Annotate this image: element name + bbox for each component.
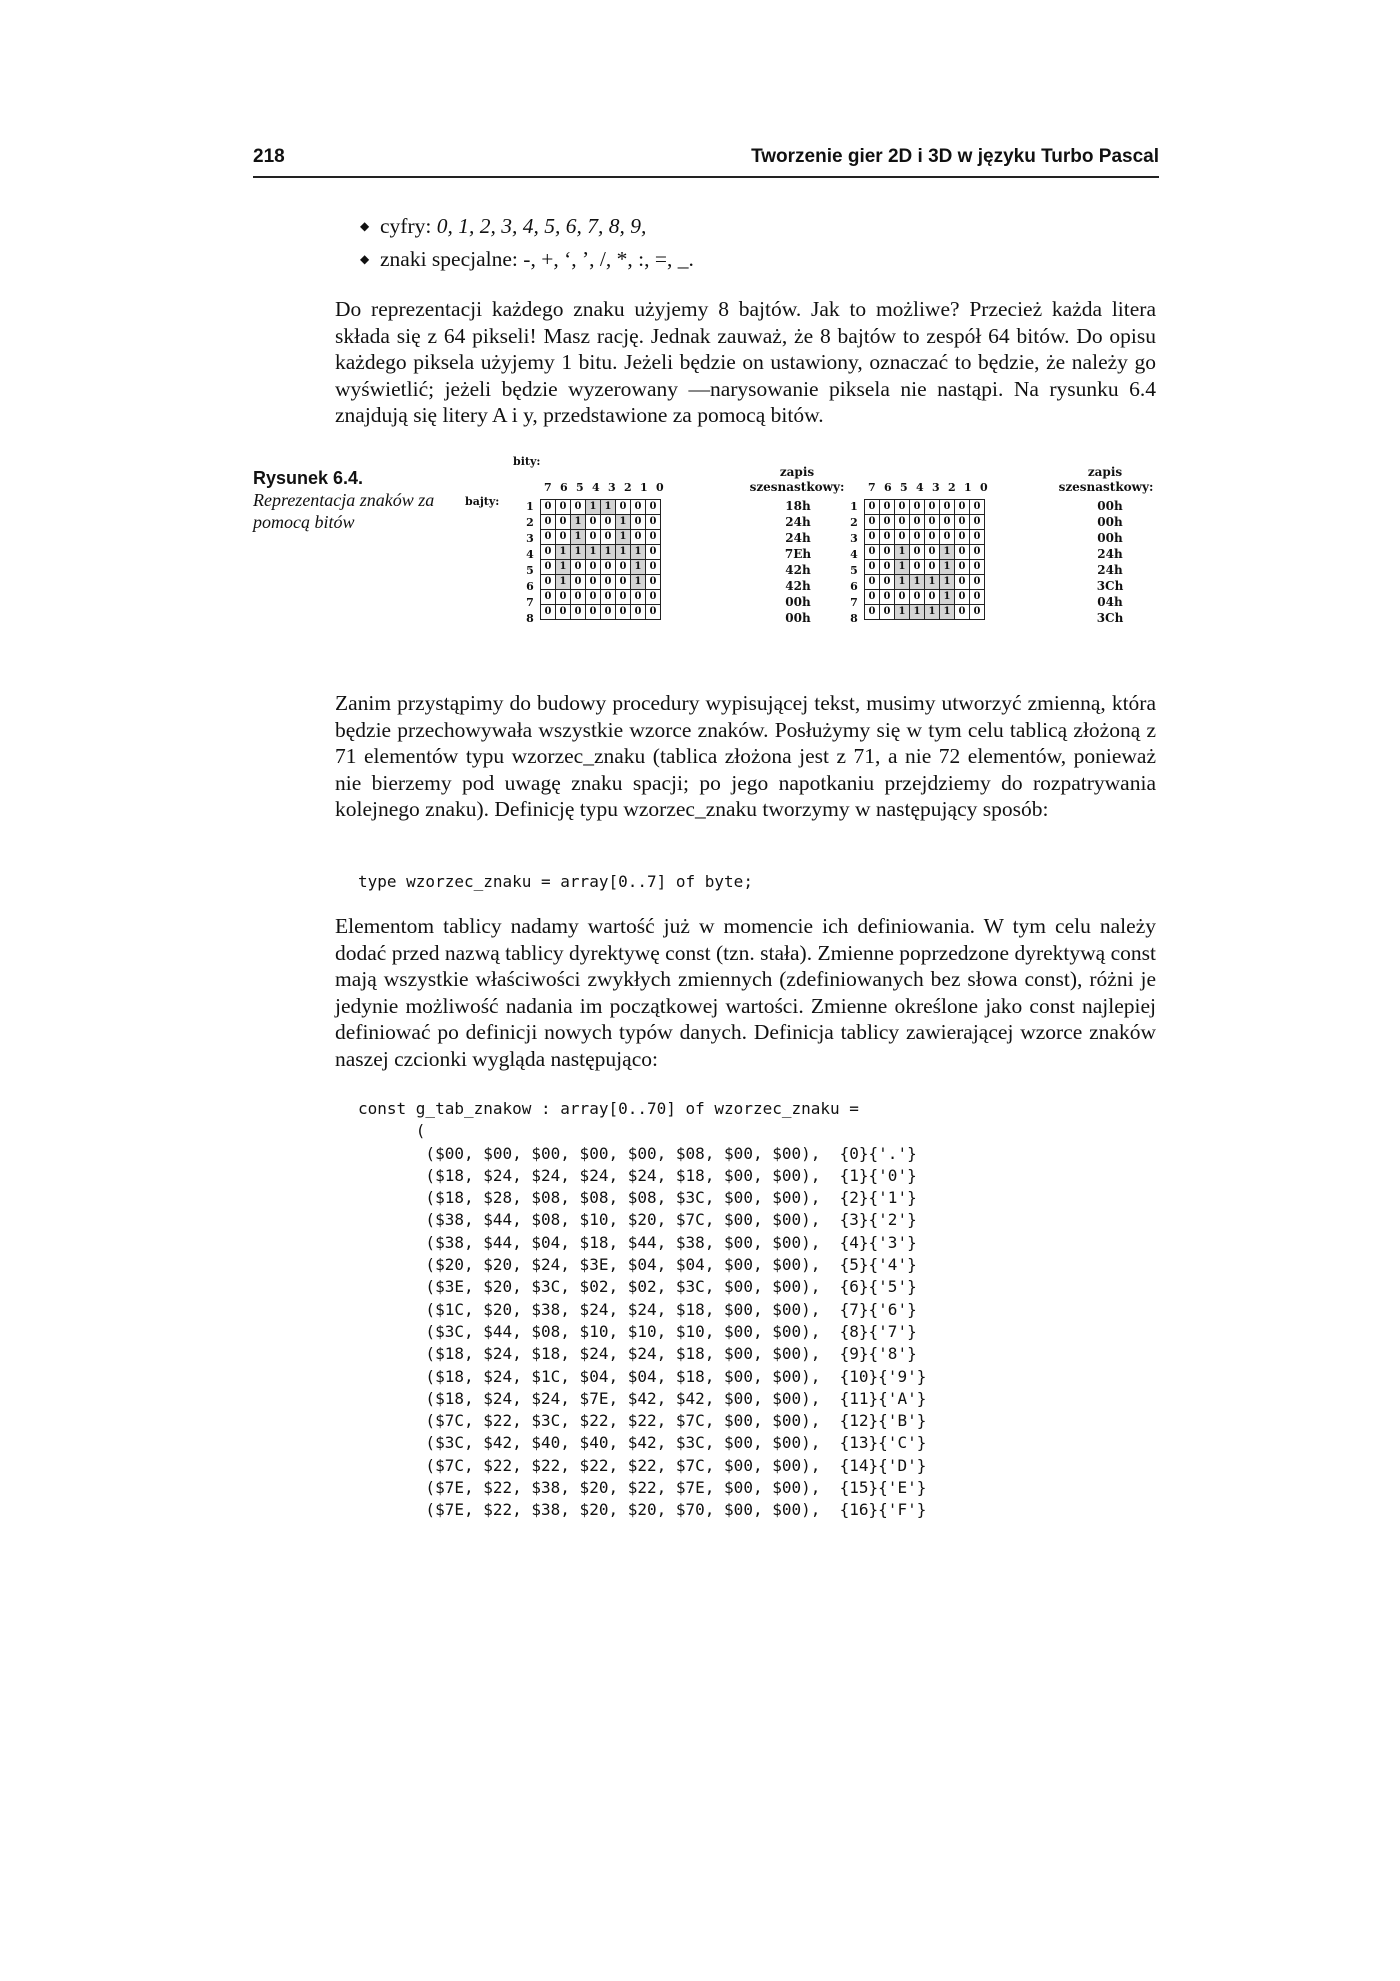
column-header: 7 (544, 481, 552, 494)
hex-value: 42h (785, 579, 811, 593)
row-number: 2 (526, 516, 534, 529)
code-line: ($18, $24, $24, $7E, $42, $42, $00, $00), {11}{'A'} (358, 1388, 927, 1408)
hex-label-1: zapis (779, 465, 815, 479)
bit-cell: 0 (616, 590, 631, 605)
column-header: 2 (948, 481, 956, 494)
bit-cell: 0 (556, 500, 571, 515)
bit-cell: 0 (895, 530, 910, 545)
column-header: 1 (640, 481, 648, 494)
bullet-list (360, 213, 1140, 279)
page-number: 218 (253, 146, 285, 167)
bit-cell: 0 (631, 500, 646, 515)
bit-cell: 1 (556, 545, 571, 560)
code-line: ($3E, $20, $3C, $02, $02, $3C, $00, $00), {6}{'5'} (358, 1277, 917, 1297)
bit-cell: 0 (970, 590, 985, 605)
bit-cell: 0 (925, 515, 940, 530)
hex-value: 24h (1097, 563, 1123, 577)
bit-cell: 0 (880, 590, 895, 605)
bit-cell: 0 (571, 590, 586, 605)
bit-cell: 0 (646, 530, 661, 545)
column-header: 0 (980, 481, 988, 494)
bit-cell: 0 (646, 515, 661, 530)
bit-cell: 0 (880, 605, 895, 620)
bit-cell: 0 (586, 590, 601, 605)
bit-cell: 0 (631, 515, 646, 530)
hex-value: 24h (1097, 547, 1123, 561)
code-array-definition (358, 1098, 926, 1522)
code-line: ($3C, $44, $08, $10, $10, $10, $00, $00), {8}{'7'} (358, 1321, 917, 1341)
bit-cell: 0 (940, 500, 955, 515)
bit-cell: 0 (571, 605, 586, 620)
hex-value: 04h (1097, 595, 1123, 609)
code-line: ($20, $20, $24, $3E, $04, $04, $00, $00), {5}{'4'} (358, 1255, 917, 1275)
bit-cell: 0 (541, 605, 556, 620)
bit-cell: 0 (601, 590, 616, 605)
code-line: ($1C, $20, $38, $24, $24, $18, $00, $00), {7}{'6'} (358, 1299, 917, 1319)
hex-value: 00h (1097, 531, 1123, 545)
bit-cell: 1 (616, 545, 631, 560)
code-line: ($18, $24, $1C, $04, $04, $18, $00, $00), {10}{'9'} (358, 1366, 927, 1386)
row-number: 8 (850, 612, 858, 625)
bit-cell: 0 (556, 590, 571, 605)
bit-cell: 0 (541, 515, 556, 530)
code-line: ($38, $44, $08, $10, $20, $7C, $00, $00), {3}{'2'} (358, 1210, 917, 1230)
hex-value: 24h (785, 531, 811, 545)
bit-cell: 0 (541, 560, 556, 575)
code-line: ($18, $24, $24, $24, $24, $18, $00, $00), {1}{'0'} (358, 1165, 917, 1185)
bit-cell: 0 (601, 530, 616, 545)
bit-cell: 0 (910, 515, 925, 530)
bit-cell: 0 (880, 515, 895, 530)
bit-cell: 0 (586, 530, 601, 545)
bit-cell: 0 (556, 530, 571, 545)
bit-cell: 0 (970, 575, 985, 590)
code-line: ($3C, $42, $40, $40, $42, $3C, $00, $00), {13}{'C'} (358, 1433, 927, 1453)
hex-value: 00h (785, 611, 811, 625)
hex-value: 3Ch (1096, 611, 1124, 625)
hex-value: 3Ch (1096, 579, 1124, 593)
hex-value: 00h (785, 595, 811, 609)
bit-cell: 0 (571, 575, 586, 590)
bit-cell: 1 (586, 545, 601, 560)
bit-cell: 1 (895, 575, 910, 590)
bit-cell: 0 (556, 515, 571, 530)
bit-cell: 1 (586, 500, 601, 515)
bit-cell: 0 (970, 530, 985, 545)
bit-cell: 0 (601, 560, 616, 575)
bit-cell: 1 (571, 515, 586, 530)
bit-cell: 0 (865, 500, 880, 515)
row-number: 1 (850, 500, 858, 513)
bit-cell: 0 (955, 560, 970, 575)
bytes-label: bajty: (465, 495, 500, 508)
hex-value: 00h (1097, 499, 1123, 513)
bit-cell: 0 (865, 515, 880, 530)
running-title: Tworzenie gier 2D i 3D w języku Turbo Pascal (751, 146, 1159, 167)
bit-cell: 0 (586, 560, 601, 575)
hex-label-1b: zapis (1087, 465, 1123, 479)
list-item: ◆ znaki specjalne: -, +, ‘, ’, /, *, :, =, _. (360, 246, 1140, 279)
bit-cell: 0 (955, 500, 970, 515)
row-number: 6 (526, 580, 534, 593)
bit-cell: 0 (646, 560, 661, 575)
row-number: 7 (526, 596, 534, 609)
bit-cell: 1 (925, 605, 940, 620)
code-line: ($7E, $22, $38, $20, $22, $7E, $00, $00), {15}{'E'} (358, 1478, 927, 1498)
bit-cell: 0 (586, 605, 601, 620)
bit-cell: 0 (865, 560, 880, 575)
bit-cell: 0 (586, 515, 601, 530)
bit-cell: 0 (910, 500, 925, 515)
column-header: 5 (900, 481, 908, 494)
hex-label-2b: szesnastkowy: (1058, 480, 1154, 494)
hex-value: 00h (1097, 515, 1123, 529)
bit-cell: 0 (895, 590, 910, 605)
bit-cell: 0 (925, 590, 940, 605)
bit-cell: 0 (865, 545, 880, 560)
bit-cell: 0 (970, 545, 985, 560)
bit-cell: 1 (631, 560, 646, 575)
page-header (253, 146, 1159, 178)
bit-cell: 0 (616, 500, 631, 515)
bit-cell: 0 (571, 500, 586, 515)
figure-label: Rysunek 6.4. (253, 468, 364, 488)
bit-cell: 0 (631, 590, 646, 605)
bit-cell: 1 (631, 575, 646, 590)
code-line: ($7C, $22, $3C, $22, $22, $7C, $00, $00), {12}{'B'} (358, 1411, 927, 1431)
bit-grid-letter-a (540, 499, 661, 620)
column-header: 4 (592, 481, 600, 494)
bit-cell: 0 (865, 575, 880, 590)
bit-cell: 0 (601, 515, 616, 530)
row-number: 2 (850, 516, 858, 529)
code-line: ($7C, $22, $22, $22, $22, $7C, $00, $00), {14}{'D'} (358, 1455, 927, 1475)
bit-cell: 0 (910, 590, 925, 605)
bit-cell: 1 (940, 545, 955, 560)
bit-cell: 1 (940, 605, 955, 620)
bit-cell: 0 (955, 605, 970, 620)
bit-cell: 0 (646, 605, 661, 620)
bit-cell: 0 (955, 545, 970, 560)
bit-cell: 0 (541, 575, 556, 590)
column-header: 2 (624, 481, 632, 494)
bit-cell: 0 (865, 605, 880, 620)
bit-cell: 0 (955, 575, 970, 590)
bit-cell: 0 (970, 560, 985, 575)
bit-cell: 0 (940, 515, 955, 530)
column-header: 6 (884, 481, 892, 494)
bit-cell: 0 (646, 575, 661, 590)
bit-cell: 0 (646, 500, 661, 515)
bit-cell: 0 (970, 515, 985, 530)
bit-cell: 0 (970, 500, 985, 515)
bit-cell: 0 (940, 530, 955, 545)
bit-cell: 0 (631, 530, 646, 545)
bit-cell: 0 (910, 545, 925, 560)
bit-cell: 1 (571, 530, 586, 545)
hex-value: 42h (785, 563, 811, 577)
bit-cell: 0 (541, 590, 556, 605)
bit-cell: 0 (601, 605, 616, 620)
bit-cell: 0 (541, 500, 556, 515)
row-number: 5 (526, 564, 534, 577)
code-line: ($7E, $22, $38, $20, $20, $70, $00, $00), {16}{'F'} (358, 1500, 927, 1520)
bit-cell: 0 (880, 545, 895, 560)
bit-cell: 1 (631, 545, 646, 560)
bit-cell: 1 (616, 530, 631, 545)
bit-cell: 0 (880, 575, 895, 590)
bit-cell: 0 (895, 500, 910, 515)
code-line: ( (358, 1121, 426, 1141)
bits-label: bity: (513, 455, 541, 468)
code-line: ($00, $00, $00, $00, $00, $08, $00, $00), {0}{'.'} (358, 1143, 917, 1163)
hex-value: 7Eh (784, 547, 812, 561)
bit-cell: 0 (556, 605, 571, 620)
column-header: 4 (916, 481, 924, 494)
bit-cell: 0 (925, 530, 940, 545)
bit-cell: 0 (895, 515, 910, 530)
bit-cell: 0 (541, 530, 556, 545)
row-number: 4 (526, 548, 534, 561)
row-number: 5 (850, 564, 858, 577)
bit-cell: 0 (586, 575, 601, 590)
bit-cell: 1 (895, 605, 910, 620)
bit-cell: 0 (880, 530, 895, 545)
bit-cell: 0 (925, 500, 940, 515)
bit-cell: 0 (955, 515, 970, 530)
code-line: const g_tab_znakow : array[0..70] of wzorzec_znaku = (358, 1099, 859, 1118)
bit-cell: 1 (556, 575, 571, 590)
figure-bit-grids (455, 455, 1155, 675)
row-number: 3 (526, 532, 534, 545)
row-number: 4 (850, 548, 858, 561)
column-header: 1 (964, 481, 972, 494)
bit-cell: 0 (646, 545, 661, 560)
bit-cell: 0 (925, 545, 940, 560)
bit-cell: 1 (616, 515, 631, 530)
bit-cell: 0 (925, 560, 940, 575)
bit-cell: 1 (895, 545, 910, 560)
row-number: 7 (850, 596, 858, 609)
bit-cell: 0 (616, 605, 631, 620)
bit-cell: 0 (910, 560, 925, 575)
bit-cell: 0 (880, 500, 895, 515)
column-header: 5 (576, 481, 584, 494)
hex-value: 18h (785, 499, 811, 513)
column-header: 3 (932, 481, 940, 494)
bit-cell: 1 (601, 545, 616, 560)
row-number: 6 (850, 580, 858, 593)
column-header: 7 (868, 481, 876, 494)
bit-cell: 0 (880, 560, 895, 575)
bit-cell: 1 (940, 590, 955, 605)
bit-cell: 1 (895, 560, 910, 575)
list-item: ◆ cyfry: 0, 1, 2, 3, 4, 5, 6, 7, 8, 9, (360, 213, 1140, 246)
bit-cell: 1 (940, 575, 955, 590)
bit-cell: 1 (940, 560, 955, 575)
bit-cell: 0 (541, 545, 556, 560)
row-number: 3 (850, 532, 858, 545)
bit-cell: 0 (616, 575, 631, 590)
hex-value: 24h (785, 515, 811, 529)
paragraph-3: Elementom tablicy nadamy wartość już w momencie ich definiowania. W tym celu należy dodać przed nazwą tablicy dyrektywę const (tzn. stała). Zmienne poprzedzone dyrektywą const mają wszystkie właściwości zwykłych zmiennych (zdefiniowanych bez słowa const), różni je jedynie możliwość nadania im początkowej wartości. Zmienne określone jako const najlepiej definiować po definicji nowych typów danych. Definicja tablicy zawierającej wzorce znaków naszej czcionki wygląda następująco: (335, 914, 1156, 1071)
bit-cell: 1 (925, 575, 940, 590)
column-header: 0 (656, 481, 664, 494)
bit-cell: 1 (601, 500, 616, 515)
bit-cell: 0 (865, 530, 880, 545)
paragraph-2: Zanim przystąpimy do budowy procedury wypisującej tekst, musimy utworzyć zmienną, która będzie przechowywała wszystkie wzorce znaków. Posłużymy się w tym celu tablicą złożoną z 71 elementów typu wzorzec_znaku (tablica złożona jest z 71, a nie 72 elementów, ponieważ nie bierzemy pod uwagę znaku spacji; po jego napotkaniu przejdziemy do rozpatrywania kolejnego znaku). Definicję typu wzorzec_znaku tworzymy w następujący sposób: (335, 691, 1156, 822)
row-number: 8 (526, 612, 534, 625)
bit-cell: 0 (910, 530, 925, 545)
column-header: 3 (608, 481, 616, 494)
bit-cell: 0 (646, 590, 661, 605)
code-line: ($18, $28, $08, $08, $08, $3C, $00, $00), {2}{'1'} (358, 1188, 917, 1208)
bit-cell: 0 (601, 575, 616, 590)
code-line: ($18, $24, $18, $24, $24, $18, $00, $00), {9}{'8'} (358, 1344, 917, 1364)
figure-caption-text: Reprezentacja znaków za pomocą bitów (253, 490, 435, 532)
bit-cell: 0 (865, 590, 880, 605)
bit-cell: 1 (556, 560, 571, 575)
code-line: ($38, $44, $04, $18, $44, $38, $00, $00), {4}{'3'} (358, 1232, 917, 1252)
code-type-definition: type wzorzec_znaku = array[0..7] of byte; (358, 872, 753, 891)
bit-cell: 1 (910, 605, 925, 620)
bit-cell: 0 (616, 560, 631, 575)
bit-cell: 0 (970, 605, 985, 620)
column-header: 6 (560, 481, 568, 494)
hex-label-2: szesnastkowy: (749, 480, 845, 494)
bit-cell: 0 (955, 590, 970, 605)
bit-cell: 0 (631, 605, 646, 620)
paragraph-1: Do reprezentacji każdego znaku użyjemy 8 bajtów. Jak to możliwe? Przecież każda litera składa się z 64 pikseli! Masz rację. Jednak zauważ, że 8 bajtów to zespół 64 bitów. Do opisu każdego piksela użyjemy 1 bitu. Jeżeli będzie on ustawiony, oznaczać to będzie, że należy go wyświetlić; jeżeli będzie wyzerowany —narysowanie piksela nie nastąpi. Na rysunku 6.4 znajdują się litery A i y, przedstawione za pomocą bitów. (335, 297, 1156, 428)
bit-cell: 0 (955, 530, 970, 545)
bit-cell: 1 (910, 575, 925, 590)
row-number: 1 (526, 500, 534, 513)
bit-cell: 0 (571, 560, 586, 575)
bit-cell: 1 (571, 545, 586, 560)
bit-grid-letter-y (864, 499, 985, 620)
